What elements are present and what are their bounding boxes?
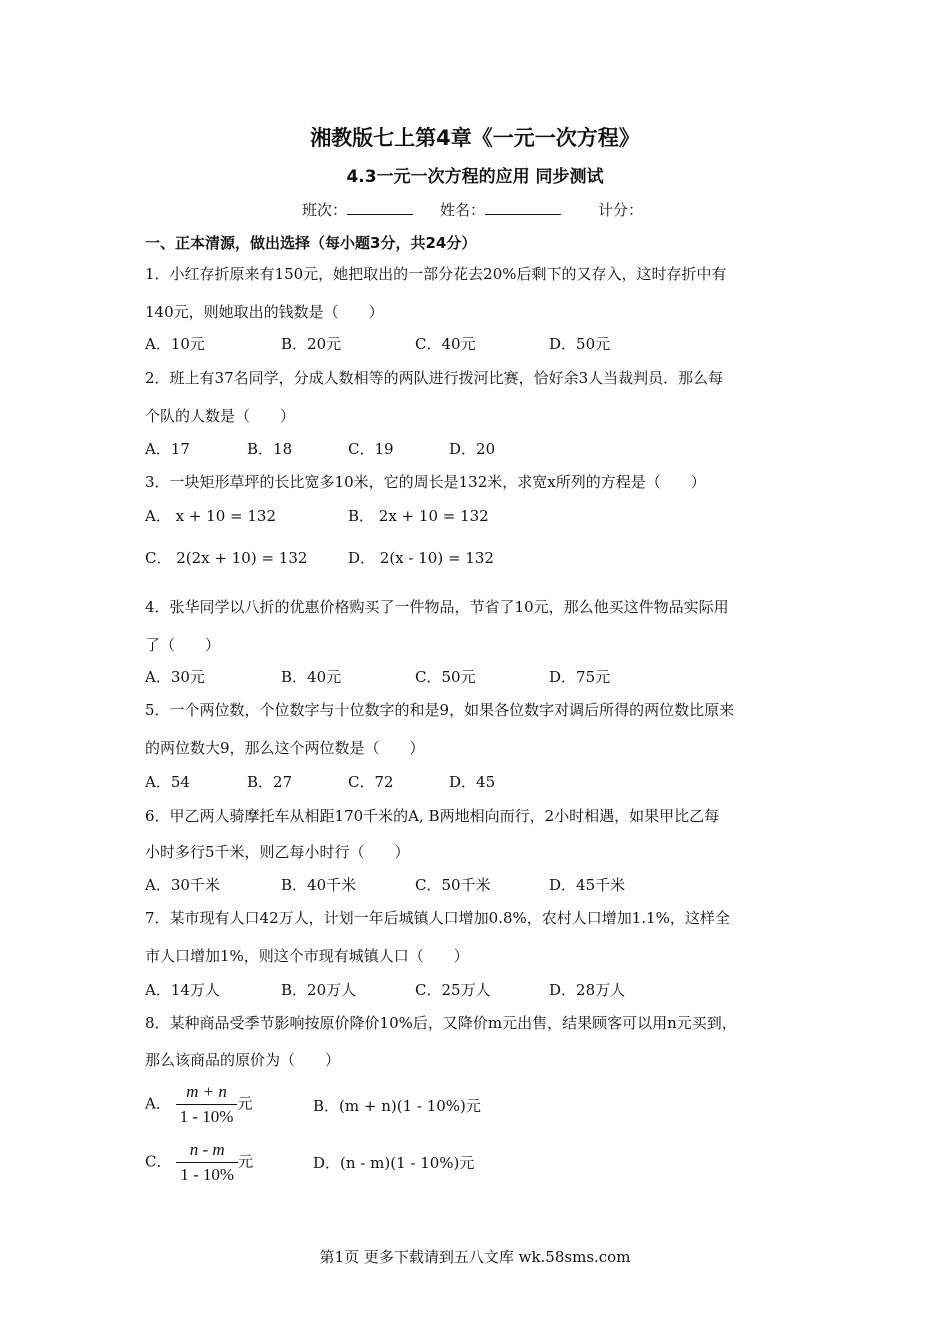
q8-option-a xyxy=(145,1082,252,1127)
q8-option-c-label: C． xyxy=(145,1152,172,1171)
page-title: 湘教版七上第4章《一元一次方程》 xyxy=(310,126,640,150)
question-6-line-1: 6．甲乙两人骑摩托车从相距170千米的A, B两地相向而行，2小时相遇，如果甲比乙每 xyxy=(145,807,720,825)
q1-option-b: B．20元 xyxy=(281,335,342,353)
q4-option-a: A．30元 xyxy=(145,668,205,686)
q2-option-a: A．17 xyxy=(145,440,190,458)
q4-option-b: B．40元 xyxy=(281,668,342,686)
q8-option-b: B．(m + n)(1 - 10%)元 xyxy=(313,1097,481,1115)
q1-option-d: D．50元 xyxy=(549,335,611,353)
q1-option-c: C．40元 xyxy=(415,335,476,353)
q2-option-b: B．18 xyxy=(247,440,293,458)
question-2-line-1: 2．班上有37名同学，分成人数相等的两队进行拨河比赛，恰好余3人当裁判员．那么每 xyxy=(145,369,724,387)
q8-option-d: D．(n - m)(1 - 10%)元 xyxy=(313,1154,475,1172)
q5-option-d: D．45 xyxy=(449,773,496,791)
q8-option-c-fraction xyxy=(176,1140,238,1185)
question-5-line-2: 的两位数大9，那么这个两位数是（ ） xyxy=(145,739,425,757)
name-blank xyxy=(485,200,561,215)
question-8-line-2: 那么该商品的原价为（ ） xyxy=(145,1051,341,1069)
question-2-line-2: 个队的人数是（ ） xyxy=(145,407,296,425)
fraction-denominator: 1 - 10% xyxy=(179,1107,234,1126)
page-footer: 第1页 更多下载请到五八文库 wk.58sms.com xyxy=(319,1248,631,1266)
class-field xyxy=(302,199,413,220)
q3-option-d: D． 2(x - 10) = 132 xyxy=(348,549,494,567)
question-4-line-1: 4．张华同学以八折的优惠价格购买了一件物品，节省了10元，那么他买这件物品实际用 xyxy=(145,598,729,616)
class-blank xyxy=(347,200,413,215)
fraction-numerator: m + n xyxy=(176,1082,238,1105)
score-label: 计分： xyxy=(598,201,644,219)
q8-option-a-unit: 元 xyxy=(237,1094,253,1113)
q6-option-d: D．45千米 xyxy=(549,876,626,894)
question-8-line-1: 8．某种商品受季节影响按原价降价10%后，又降价m元出售，结果顾客可以用n元买到， xyxy=(145,1014,737,1032)
q1-option-a: A．10元 xyxy=(145,335,205,353)
fraction-numerator: n - m xyxy=(176,1140,238,1163)
q3-option-a: A． x + 10 = 132 xyxy=(145,507,276,525)
fraction-denominator: 1 - 10% xyxy=(180,1165,235,1184)
question-7-line-2: 市人口增加1%，则这个市现有城镇人口（ ） xyxy=(145,947,469,965)
q2-option-c: C．19 xyxy=(348,440,394,458)
question-4-line-2: 了（ ） xyxy=(145,636,221,654)
q7-option-a: A．14万人 xyxy=(145,981,220,999)
q4-option-d: D．75元 xyxy=(549,668,611,686)
score-field xyxy=(598,199,643,220)
question-3-line-1: 3．一块矩形草坪的长比宽多10米，它的周长是132米，求宽x所列的方程是（ ） xyxy=(145,473,706,491)
q8-option-c-unit: 元 xyxy=(238,1152,254,1171)
page-subtitle: 4.3一元一次方程的应用 同步测试 xyxy=(346,167,604,187)
q7-option-d: D．28万人 xyxy=(549,981,626,999)
question-1-line-1: 1．小红存折原来有150元，她把取出的一部分花去20%后剩下的又存入，这时存折中有 xyxy=(145,265,727,283)
q3-option-c: C． 2(2x + 10) = 132 xyxy=(145,549,308,567)
question-7-line-1: 7．某市现有人口42万人，计划一年后城镇人口增加0.8%，农村人口增加1.1%，这样全 xyxy=(145,909,730,927)
q7-option-b: B．20万人 xyxy=(281,981,357,999)
class-label: 班次： xyxy=(302,201,348,219)
name-field xyxy=(440,199,561,220)
q7-option-c: C．25万人 xyxy=(415,981,491,999)
q5-option-c: C．72 xyxy=(348,773,394,791)
q8-option-a-fraction xyxy=(176,1082,238,1127)
question-6-line-2: 小时多行5千米，则乙每小时行（ ） xyxy=(145,843,410,861)
q8-option-c xyxy=(145,1140,253,1185)
q6-option-a: A．30千米 xyxy=(145,876,220,894)
q6-option-b: B．40千米 xyxy=(281,876,357,894)
question-5-line-1: 5．一个两位数，个位数字与十位数字的和是9，如果各位数字对调后所得的两位数比原来 xyxy=(145,701,735,719)
q6-option-c: C．50千米 xyxy=(415,876,491,894)
name-label: 姓名： xyxy=(440,201,486,219)
q5-option-a: A．54 xyxy=(145,773,190,791)
question-1-line-2: 140元，则她取出的钱数是（ ） xyxy=(145,303,384,321)
q8-option-a-label: A． xyxy=(145,1094,171,1113)
q3-option-b: B． 2x + 10 = 132 xyxy=(348,507,489,525)
section-heading: 一、正本清源，做出选择（每小题3分，共24分） xyxy=(145,234,477,252)
q2-option-d: D．20 xyxy=(449,440,496,458)
q5-option-b: B．27 xyxy=(247,773,293,791)
q4-option-c: C．50元 xyxy=(415,668,476,686)
